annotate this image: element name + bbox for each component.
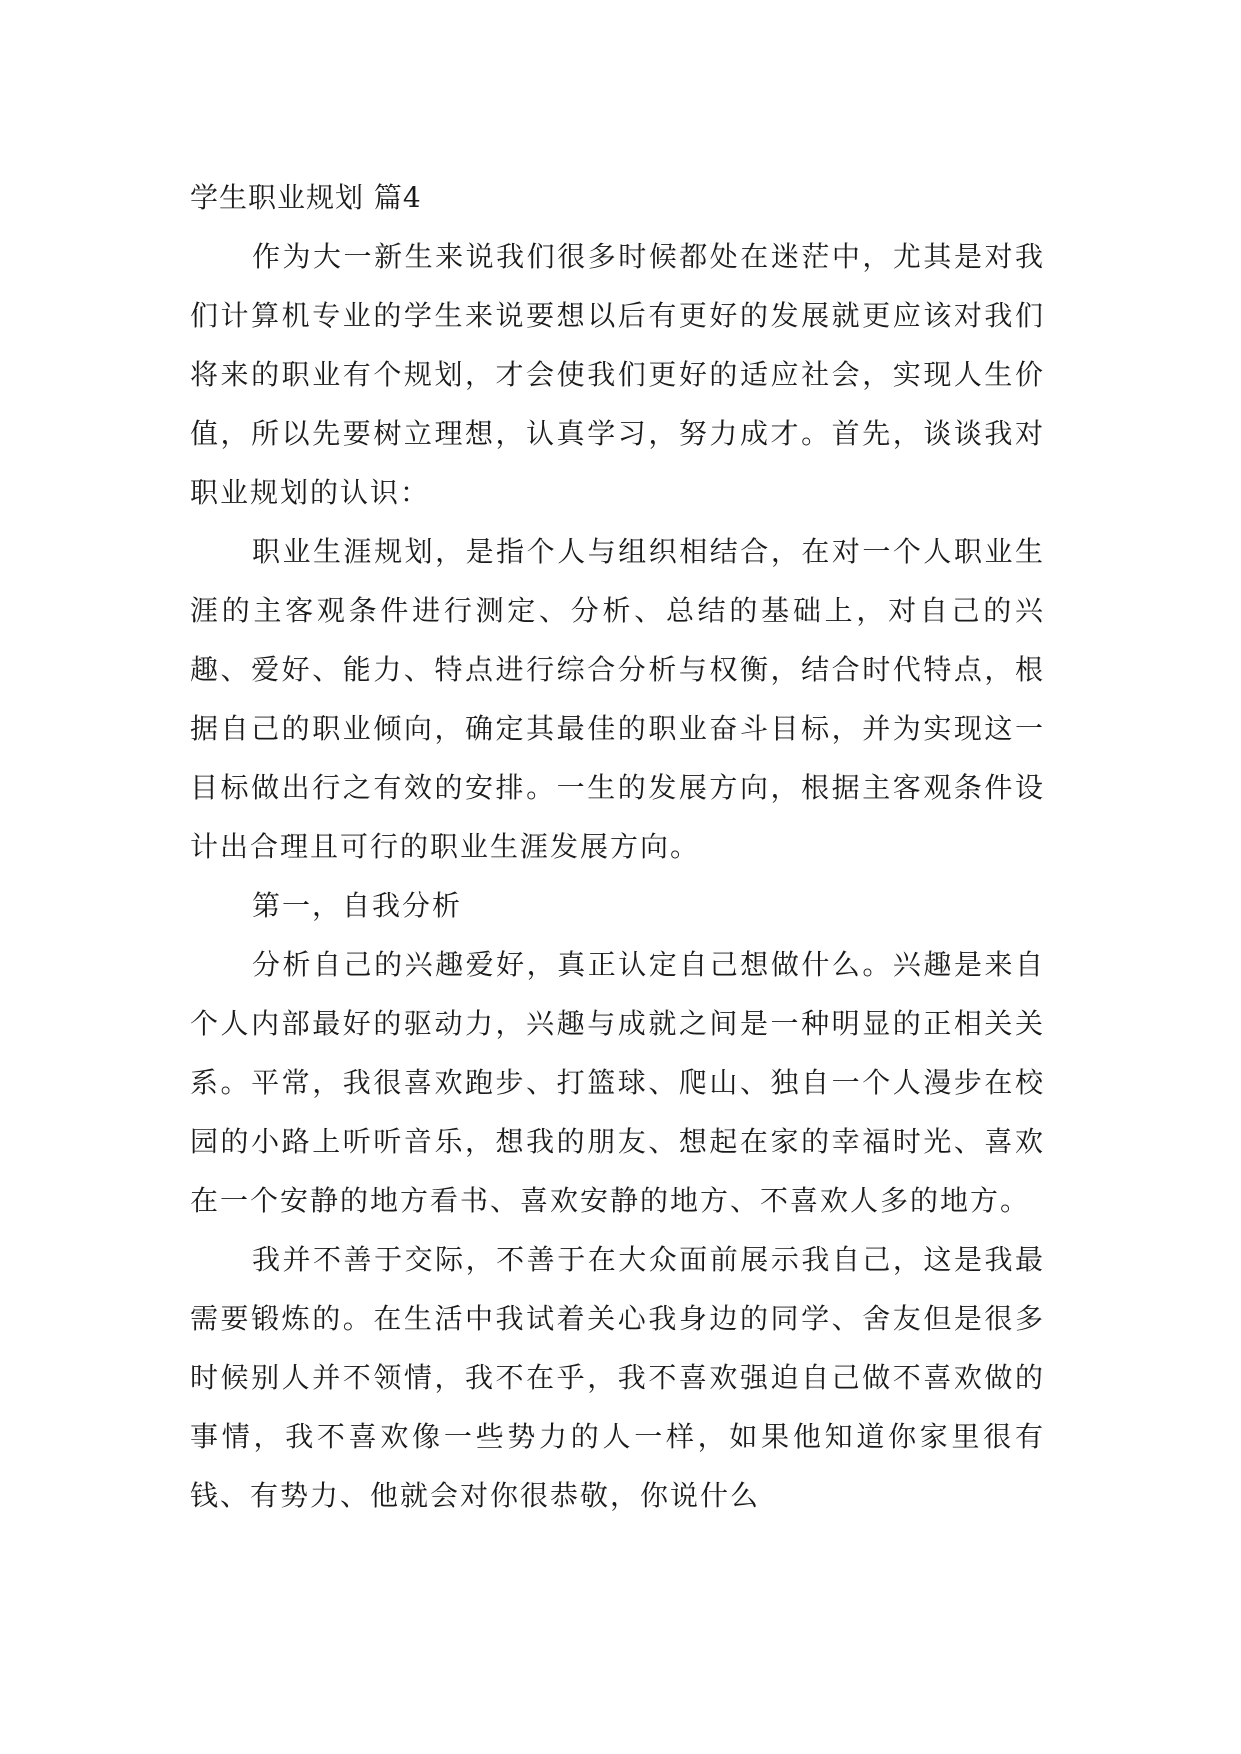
subheading-self-analysis: 第一，自我分析 — [252, 889, 463, 922]
paragraph-intro: 作为大一新生来说我们很多时候都处在迷茫中，尤其是对我们计算机专业的学生来说要想以后有更好的发展就更应该对我们将来的职业有个规划，才会使我们更好的适应社会，实现人生价值，所以先要树立理想，认真学习，努力成才。首先，谈谈我对职业规划的认识： — [190, 240, 1045, 509]
paragraph-definition: 职业生涯规划，是指个人与组织相结合，在对一个人职业生涯的主客观条件进行测定、分析、总结的基础上，对自己的兴趣、爱好、能力、特点进行综合分析与权衡，结合时代特点，根据自己的职业倾向，确定其最佳的职业奋斗目标，并为实现这一目标做出行之有效的安排。一生的发展方向，根据主客观条件设计出合理且可行的职业生涯发展方向。 — [190, 535, 1045, 863]
section-title: 学生职业规划 篇4 — [190, 181, 422, 214]
paragraph-interests: 分析自己的兴趣爱好，真正认定自己想做什么。兴趣是来自个人内部最好的驱动力，兴趣与成就之间是一种明显的正相关关系。平常，我很喜欢跑步、打篮球、爬山、独自一个人漫步在校园的小路上听听音乐，想我的朋友、想起在家的幸福时光、喜欢在一个安静的地方看书、喜欢安静的地方、不喜欢人多的地方。 — [190, 948, 1045, 1217]
paragraph-personality: 我并不善于交际，不善于在大众面前展示我自己，这是我最需要锻炼的。在生活中我试着关心我身边的同学、舍友但是很多时候别人并不领情，我不在乎，我不喜欢强迫自己做不喜欢做的事情，我不喜欢像一些势力的人一样，如果他知道你家里很有钱、有势力、他就会对你很恭敬，你说什么 — [190, 1243, 1045, 1512]
document-body — [190, 168, 1045, 1525]
